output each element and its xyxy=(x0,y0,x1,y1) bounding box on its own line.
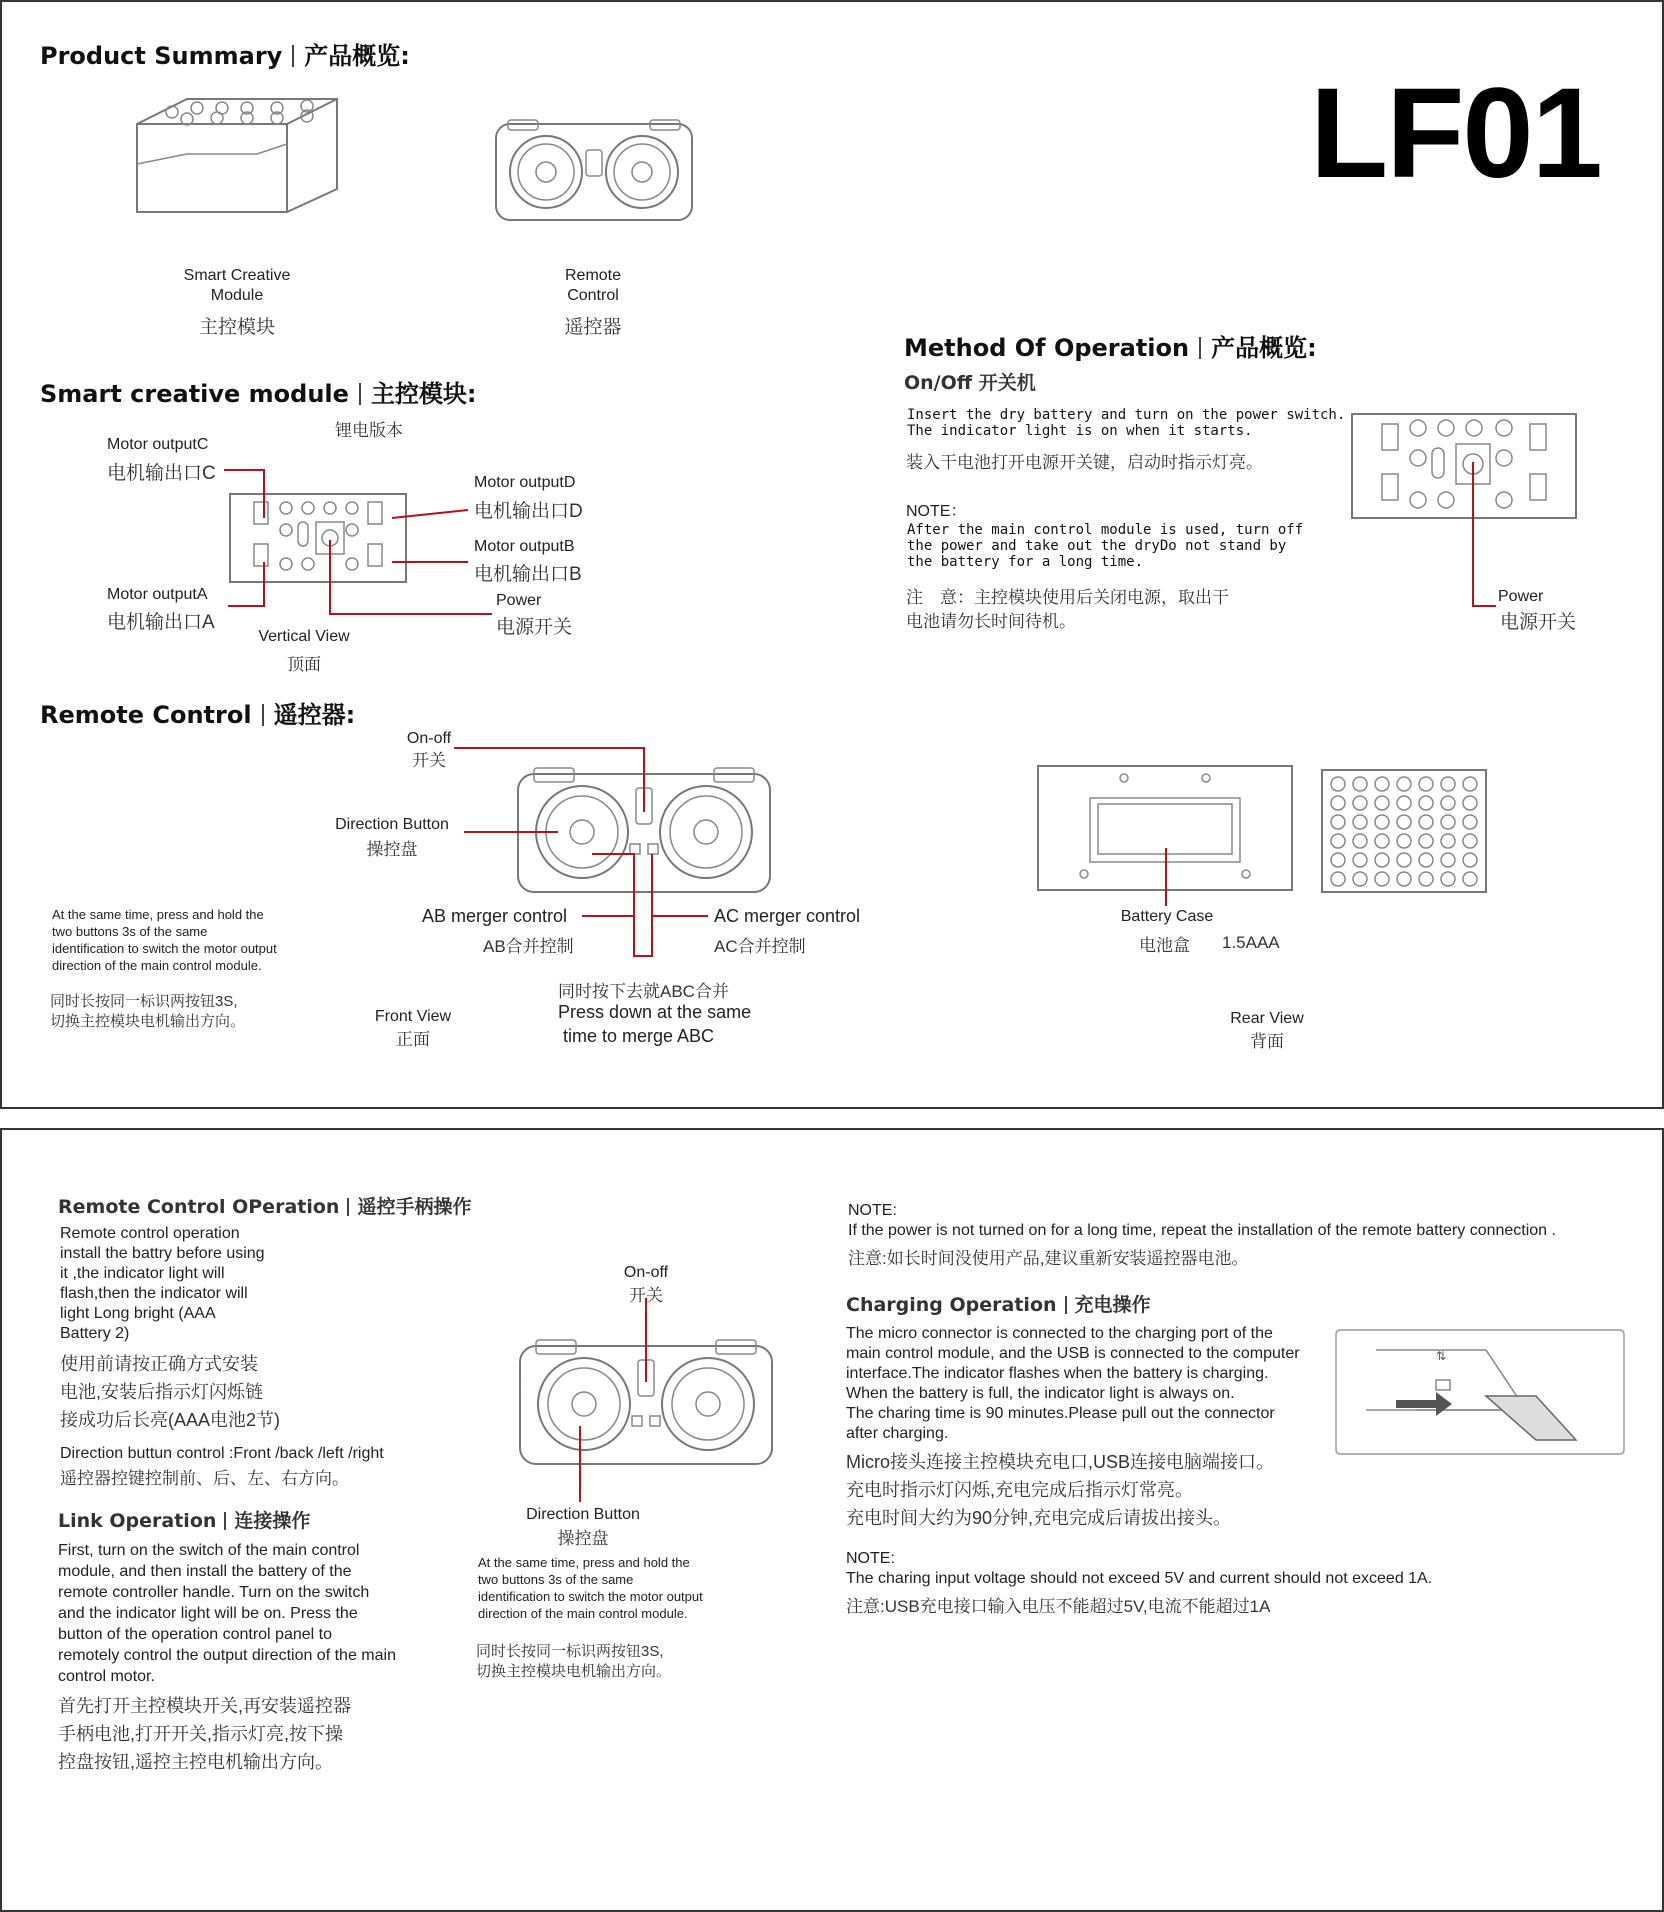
battery-case-label: Battery Case xyxy=(1120,908,1214,925)
link-operation-zh-line: 首先打开主控模块开关,再安装遥控器 xyxy=(58,1696,351,1716)
remote-operation-zh-line: 接成功后长亮(AAA电池2节) xyxy=(60,1410,281,1430)
link-operation-line: button of the operation control panel to xyxy=(58,1626,332,1643)
charging-heading xyxy=(846,1290,1151,1317)
method-note-label: NOTE： xyxy=(906,503,967,520)
summary-item-remote-en-line1: Remote xyxy=(564,267,622,284)
abc-merge-en-2: time to merge ABC xyxy=(563,1026,715,1046)
method-title: Method Of Operation xyxy=(904,334,1190,362)
rear-view-label: Rear View xyxy=(1230,1010,1304,1027)
front-view-label-zh: 正面 xyxy=(396,1030,430,1049)
ac-merger-label-zh: AC合并控制 xyxy=(714,937,806,956)
summary-item-remote-zh: 遥控器 xyxy=(564,317,622,338)
battery-spec: 1.5AAA xyxy=(1222,933,1280,952)
remote-operation-line: Remote control operation xyxy=(60,1225,240,1242)
motor-c-label: Motor outputC xyxy=(107,436,209,453)
center-leader-lines xyxy=(2,1130,1662,1910)
ac-merger-label: AC merger control xyxy=(714,906,861,926)
link-operation-line: and the indicator light will be on. Press the xyxy=(58,1605,358,1622)
charging-line: The charing time is 90 minutes.Please pull out the connector xyxy=(846,1405,1275,1422)
battery-leader-line xyxy=(2,2,1662,1102)
remote-onoff-label: On-off xyxy=(406,730,452,747)
hold-instruction-zh-1: 同时长按同一标识两按钮3S, xyxy=(50,993,238,1010)
link-operation-title-zh: 连接操作 xyxy=(234,1510,311,1532)
vertical-view-label-zh: 顶面 xyxy=(287,655,321,674)
charging-line: interface.The indicator flashes when the battery is charging. xyxy=(846,1365,1269,1382)
remote-title-zh: 遥控器: xyxy=(273,701,356,729)
link-operation-line: module, and then install the battery of the xyxy=(58,1563,352,1580)
abc-merge-en-1: Press down at the same xyxy=(558,1002,752,1022)
link-operation-line: control motor. xyxy=(58,1668,155,1685)
method-power-label-zh: 电源开关 xyxy=(1500,612,1577,633)
note1-text-zh: 注意:如长时间没使用产品,建议重新安装遥控器电池。 xyxy=(848,1249,1249,1268)
link-operation-zh-line: 手柄电池,打开开关,指示灯亮,按下操 xyxy=(58,1724,344,1744)
remote-direction-label: Direction Button xyxy=(335,816,449,833)
charging-title: Charging Operation xyxy=(846,1294,1057,1316)
remote-direction-label-zh: 操控盘 xyxy=(366,840,418,859)
link-operation-line: remote controller handle. Turn on the switch xyxy=(58,1584,370,1601)
note1-label: NOTE: xyxy=(848,1202,897,1219)
charging-line: The micro connector is connected to the charging port of the xyxy=(846,1325,1273,1342)
charging-zh-line: 充电时指示灯闪烁,充电完成后指示灯常亮。 xyxy=(846,1480,1193,1500)
vertical-view-label: Vertical View xyxy=(258,628,350,645)
motor-a-label: Motor outputA xyxy=(107,586,208,603)
note2-text: The charing input voltage should not exceed 5V and current should not exceed 1A. xyxy=(846,1570,1433,1587)
product-summary-title-zh: 产品概览: xyxy=(304,42,410,70)
summary-item-module-zh: 主控模块 xyxy=(198,317,275,338)
rear-view-label-zh: 背面 xyxy=(1250,1032,1284,1051)
remote-onoff-label-zh: 开关 xyxy=(412,751,446,770)
product-summary-title: Product Summary xyxy=(40,42,283,70)
note1-text: If the power is not turned on for a long time, repeat the installation of the remote battery connection . xyxy=(848,1222,1556,1239)
remote-operation-line: flash,then the indicator will xyxy=(60,1285,248,1302)
remote-operation-title-zh: 遥控手柄操作 xyxy=(357,1196,472,1218)
method-note-line-3: the battery for a long time. xyxy=(907,554,1144,570)
battery-version-label: 锂电版本 xyxy=(335,421,403,440)
hold-instruction-en: At the same time, press and hold the two buttons 3s of the same identification to switch the motor output direction of the main control module. xyxy=(52,907,277,973)
motor-a-label-zh: 电机输出口A xyxy=(107,612,215,633)
summary-item-module-en-line2: Module xyxy=(210,287,264,304)
method-note-line-1: After the main control module is used, turn off xyxy=(907,522,1304,538)
motor-d-label-zh: 电机输出口D xyxy=(474,501,583,522)
svg-text:⇅: ⇅ xyxy=(1436,1349,1447,1363)
link-operation-line: First, turn on the switch of the main control xyxy=(58,1542,360,1559)
onoff-subheading: On/Off 开关机 xyxy=(904,372,1036,394)
center-hold-instruction-zh-2: 切换主控模块电机输出方向。 xyxy=(476,1663,672,1680)
direction-control-zh: 遥控器控键控制前、后、左、右方向。 xyxy=(60,1469,349,1488)
direction-control-text: Direction buttun control :Front /back /left /right xyxy=(60,1445,384,1462)
summary-item-module-en-line1: Smart Creative xyxy=(183,267,291,284)
method-note-zh-line-1: 注 意：主控模块使用后关闭电源，取出干 xyxy=(906,588,1229,607)
smart-module-title: Smart creative module xyxy=(40,380,349,408)
motor-b-label-zh: 电机输出口B xyxy=(474,564,582,585)
motor-d-label: Motor outputD xyxy=(474,474,576,491)
battery-case-label-zh: 电池盒 xyxy=(1139,936,1190,955)
charging-line: main control module, and the USB is connected to the computer xyxy=(846,1345,1300,1362)
link-operation-line: remotely control the output direction of the main xyxy=(58,1647,396,1664)
charging-title-zh: 充电操作 xyxy=(1074,1294,1151,1316)
charging-zh-line: Micro接头连接主控模块充电口,USB连接电脑端接口。 xyxy=(846,1452,1275,1472)
center-hold-instruction-zh xyxy=(476,1642,671,1682)
charging-text xyxy=(846,1324,1300,1444)
note2-text-zh: 注意:USB充电接口输入电压不能超过5V,电流不能超过1A xyxy=(846,1597,1271,1616)
method-title-zh: 产品概览: xyxy=(1211,334,1317,362)
insert-line-1: Insert the dry battery and turn on the power switch. xyxy=(907,407,1346,423)
smart-module-title-zh: 主控模块: xyxy=(370,380,477,408)
center-onoff-label-zh: 开关 xyxy=(629,1286,663,1305)
center-hold-instruction-zh-1: 同时长按同一标识两按钮3S, xyxy=(476,1643,664,1660)
summary-item-remote-en-line2: Control xyxy=(567,287,619,304)
charging-line: When the battery is full, the indicator light is always on. xyxy=(846,1385,1235,1402)
model-code: LF01 xyxy=(1310,62,1601,205)
ab-merger-label-zh: AB合并控制 xyxy=(483,937,574,956)
ab-merger-label: AB merger control xyxy=(422,906,568,926)
charging-zh-line: 充电时间大约为90分钟,充电完成后请拔出接头。 xyxy=(846,1508,1232,1528)
remote-operation-line: light Long bright (AAA xyxy=(60,1305,216,1322)
center-direction-label-zh: 操控盘 xyxy=(557,1529,609,1548)
center-onoff-label: On-off xyxy=(623,1264,669,1281)
insert-line-2: The indicator light is on when it starts. xyxy=(907,423,1253,439)
charging-line: after charging. xyxy=(846,1425,949,1442)
method-note-zh-line-2: 电池请勿长时间待机。 xyxy=(906,612,1076,631)
remote-operation-line: it ,the indicator light will xyxy=(60,1265,225,1282)
usb-charging-diagram xyxy=(1336,1330,1624,1454)
charging-text-zh xyxy=(846,1448,1274,1532)
operation-panel xyxy=(0,1128,1664,1912)
remote-operation-title: Remote Control OPeration xyxy=(58,1196,340,1218)
link-operation-title: Link Operation xyxy=(58,1510,217,1532)
insert-text-zh: 装入干电池打开电源开关键，启动时指示灯亮。 xyxy=(906,453,1263,472)
remote-operation-zh-line: 使用前请按正确方式安装 xyxy=(60,1354,258,1374)
center-direction-label: Direction Button xyxy=(526,1506,640,1523)
remote-operation-zh-line: 电池,安装后指示灯闪烁链 xyxy=(60,1382,263,1402)
method-power-label: Power xyxy=(1498,588,1544,605)
abc-merge-zh: 同时按下去就ABC合并 xyxy=(558,982,729,1001)
motor-c-label-zh: 电机输出口C xyxy=(107,463,216,484)
method-note-line-2: the power and take out the dryDo not stand by xyxy=(907,538,1287,554)
power-label: Power xyxy=(496,592,542,609)
motor-b-label: Motor outputB xyxy=(474,538,575,555)
remote-title: Remote Control xyxy=(40,701,252,729)
link-operation-zh-line: 控盘按钮,遥控主控电机输出方向。 xyxy=(58,1752,333,1772)
center-hold-instruction-en: At the same time, press and hold the two buttons 3s of the same identification to switch the motor output direction of the main control module. xyxy=(478,1555,703,1621)
note2-label: NOTE: xyxy=(846,1550,895,1567)
remote-operation-line: Battery 2) xyxy=(60,1325,130,1342)
power-label-zh: 电源开关 xyxy=(496,617,573,638)
front-view-label: Front View xyxy=(374,1008,452,1025)
hold-instruction-zh-2: 切换主控模块电机输出方向。 xyxy=(50,1013,246,1030)
remote-operation-line: install the battry before using xyxy=(60,1245,265,1262)
